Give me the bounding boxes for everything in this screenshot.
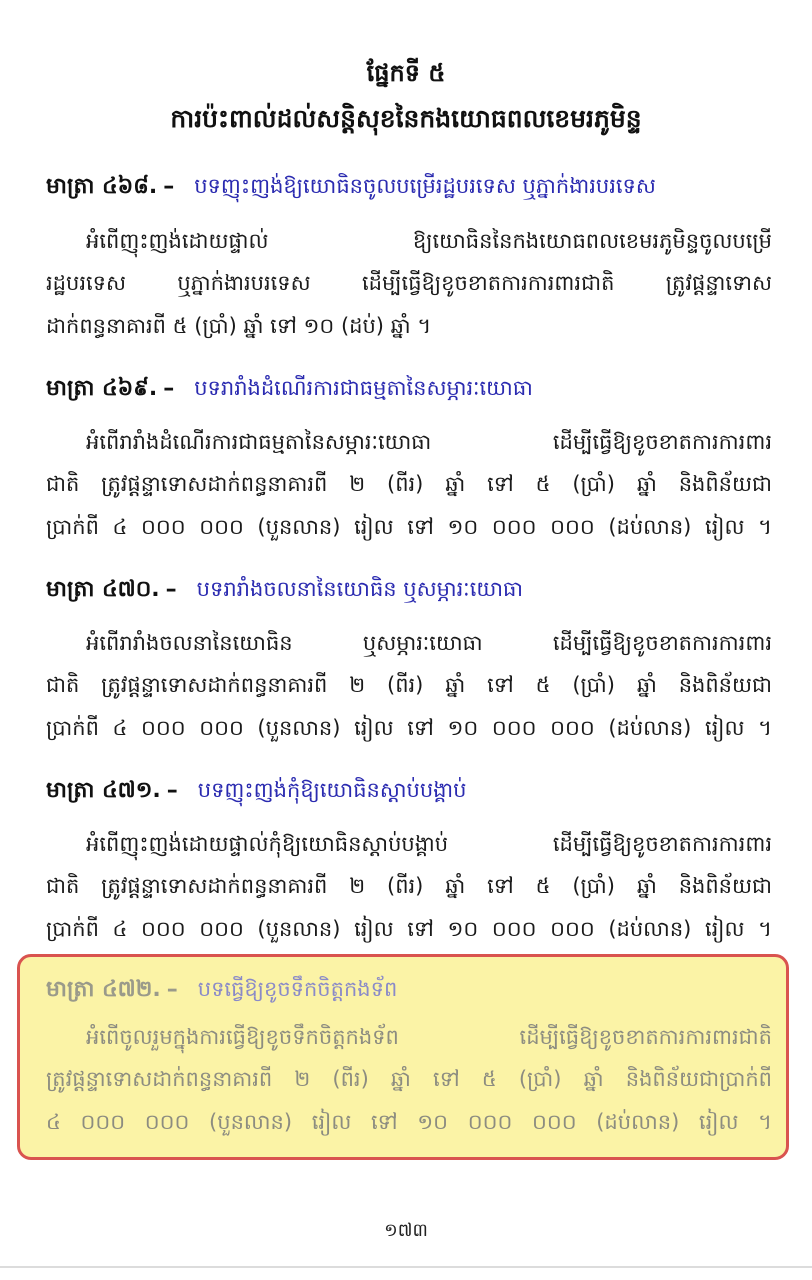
article-text-line: អំពើរារាំងដំណើរការជាធម្មតានៃសម្ភារៈយោធា ដើម្បីធ្វើឱ្យខូចខាតការការពារ bbox=[86, 430, 772, 454]
article-heading bbox=[46, 374, 533, 406]
article-text-line: ៤ ០០០ ០០០ (បួនលាន) រៀល ទៅ ១០ ០០០ ០០០ (ដប់លាន) រៀល ។ bbox=[46, 1110, 772, 1134]
article-heading bbox=[46, 776, 467, 808]
article-number: មាត្រា ៤៦៨. bbox=[46, 174, 158, 199]
page-number: ១៧៣ bbox=[384, 1220, 428, 1241]
article-dash: – bbox=[163, 174, 175, 199]
bottom-divider bbox=[0, 1266, 812, 1268]
article-heading bbox=[46, 575, 523, 607]
article-text-line: ប្រាក់ពី ៤ ០០០ ០០០ (បួនលាន) រៀល ទៅ ១០ ០០០ ០០០ (ដប់លាន) រៀល ។ bbox=[46, 716, 772, 740]
article-number: មាត្រា ៤៧១. bbox=[46, 778, 161, 803]
article-text-line: ជាតិ ត្រូវផ្តន្ទាទោសដាក់ពន្ធនាគារពី ២ (ពីរ) ឆ្នាំ ទៅ ៥ (ប្រាំ) ឆ្នាំ និងពិន័យជា bbox=[46, 673, 772, 697]
article-dash: – bbox=[166, 977, 178, 1002]
article-text-line: ជាតិ ត្រូវផ្តន្ទាទោសដាក់ពន្ធនាគារពី ២ (ពីរ) ឆ្នាំ ទៅ ៥ (ប្រាំ) ឆ្នាំ និងពិន័យជា bbox=[46, 874, 772, 898]
article-text-line: អំពើរារាំងចលនានៃយោធិន ឬសម្ភារៈយោធា ដើម្បីធ្វើឱ្យខូចខាតការការពារ bbox=[86, 631, 772, 655]
part-heading: ផ្នែកទី ៥ bbox=[366, 59, 446, 87]
article-title: បទញុះញង់ឱ្យយោធិនចូលបម្រើរដ្ឋបរទេស ឬភ្នាក់ងារបរទេស bbox=[194, 174, 656, 198]
article-dash: – bbox=[165, 577, 177, 602]
article-number: មាត្រា ៤៧០. bbox=[46, 577, 160, 602]
article-title: បទធ្វើឱ្យខូចទឹកចិត្តកងទ័ព bbox=[197, 977, 398, 1001]
part-title: ការប៉ះពាល់ដល់សន្តិសុខនៃកងយោធពលខេមរភូមិន្ទ bbox=[170, 104, 642, 133]
article-text-line: អំពើចូលរួមក្នុងការធ្វើឱ្យខូចទឹកចិត្តកងទ័ព ដើម្បីធ្វើឱ្យខូចខាតការការពារជាតិ bbox=[86, 1025, 772, 1049]
article-text-line: អំពើញុះញង់ដោយផ្ទាល់ ឱ្យយោធិននៃកងយោធពលខេមរភូមិន្ទចូលបម្រើ bbox=[86, 229, 772, 253]
article-text-line: ជាតិ ត្រូវផ្តន្ទាទោសដាក់ពន្ធនាគារពី ២ (ពីរ) ឆ្នាំ ទៅ ៥ (ប្រាំ) ឆ្នាំ និងពិន័យជា bbox=[46, 472, 772, 496]
article-text-line: ត្រូវផ្តន្ទាទោសដាក់ពន្ធនាគារពី ២ (ពីរ) ឆ្នាំ ទៅ ៥ (ប្រាំ) ឆ្នាំ និងពិន័យជាប្រាក់ពី bbox=[46, 1067, 772, 1091]
article-text-line: ប្រាក់ពី ៤ ០០០ ០០០ (បួនលាន) រៀល ទៅ ១០ ០០០ ០០០ (ដប់លាន) រៀល ។ bbox=[46, 515, 772, 539]
article-text-line: ប្រាក់ពី ៤ ០០០ ០០០ (បួនលាន) រៀល ទៅ ១០ ០០០ ០០០ (ដប់លាន) រៀល ។ bbox=[46, 917, 772, 941]
article-heading bbox=[46, 172, 656, 204]
article-dash: – bbox=[166, 778, 178, 803]
article-text-line: រដ្ឋបរទេស ឬភ្នាក់ងារបរទេស ដើម្បីធ្វើឱ្យខូចខាតការការពារជាតិ ត្រូវផ្តន្ទាទោស bbox=[46, 271, 772, 295]
article-text-line: អំពើញុះញង់ដោយផ្ទាល់កុំឱ្យយោធិនស្តាប់បង្គាប់ ដើម្បីធ្វើឱ្យខូចខាតការការពារ bbox=[86, 832, 772, 856]
article-heading bbox=[46, 975, 397, 1007]
article-dash: – bbox=[163, 376, 175, 401]
article-title: បទញុះញង់កុំឱ្យយោធិនស្តាប់បង្គាប់ bbox=[197, 778, 467, 802]
article-title: បទរារាំងចលនានៃយោធិន ឬសម្ភារៈយោធា bbox=[196, 577, 524, 601]
article-text-line: ដាក់ពន្ធនាគារពី ៥ (ប្រាំ) ឆ្នាំ ទៅ ១០ (ដប់) ឆ្នាំ ។ bbox=[46, 314, 432, 338]
article-title: បទរារាំងដំណើរការជាធម្មតានៃសម្ភារៈយោធា bbox=[194, 376, 533, 400]
article-number: មាត្រា ៤៦៩. bbox=[46, 376, 158, 401]
article-number: មាត្រា ៤៧២. bbox=[46, 977, 161, 1002]
